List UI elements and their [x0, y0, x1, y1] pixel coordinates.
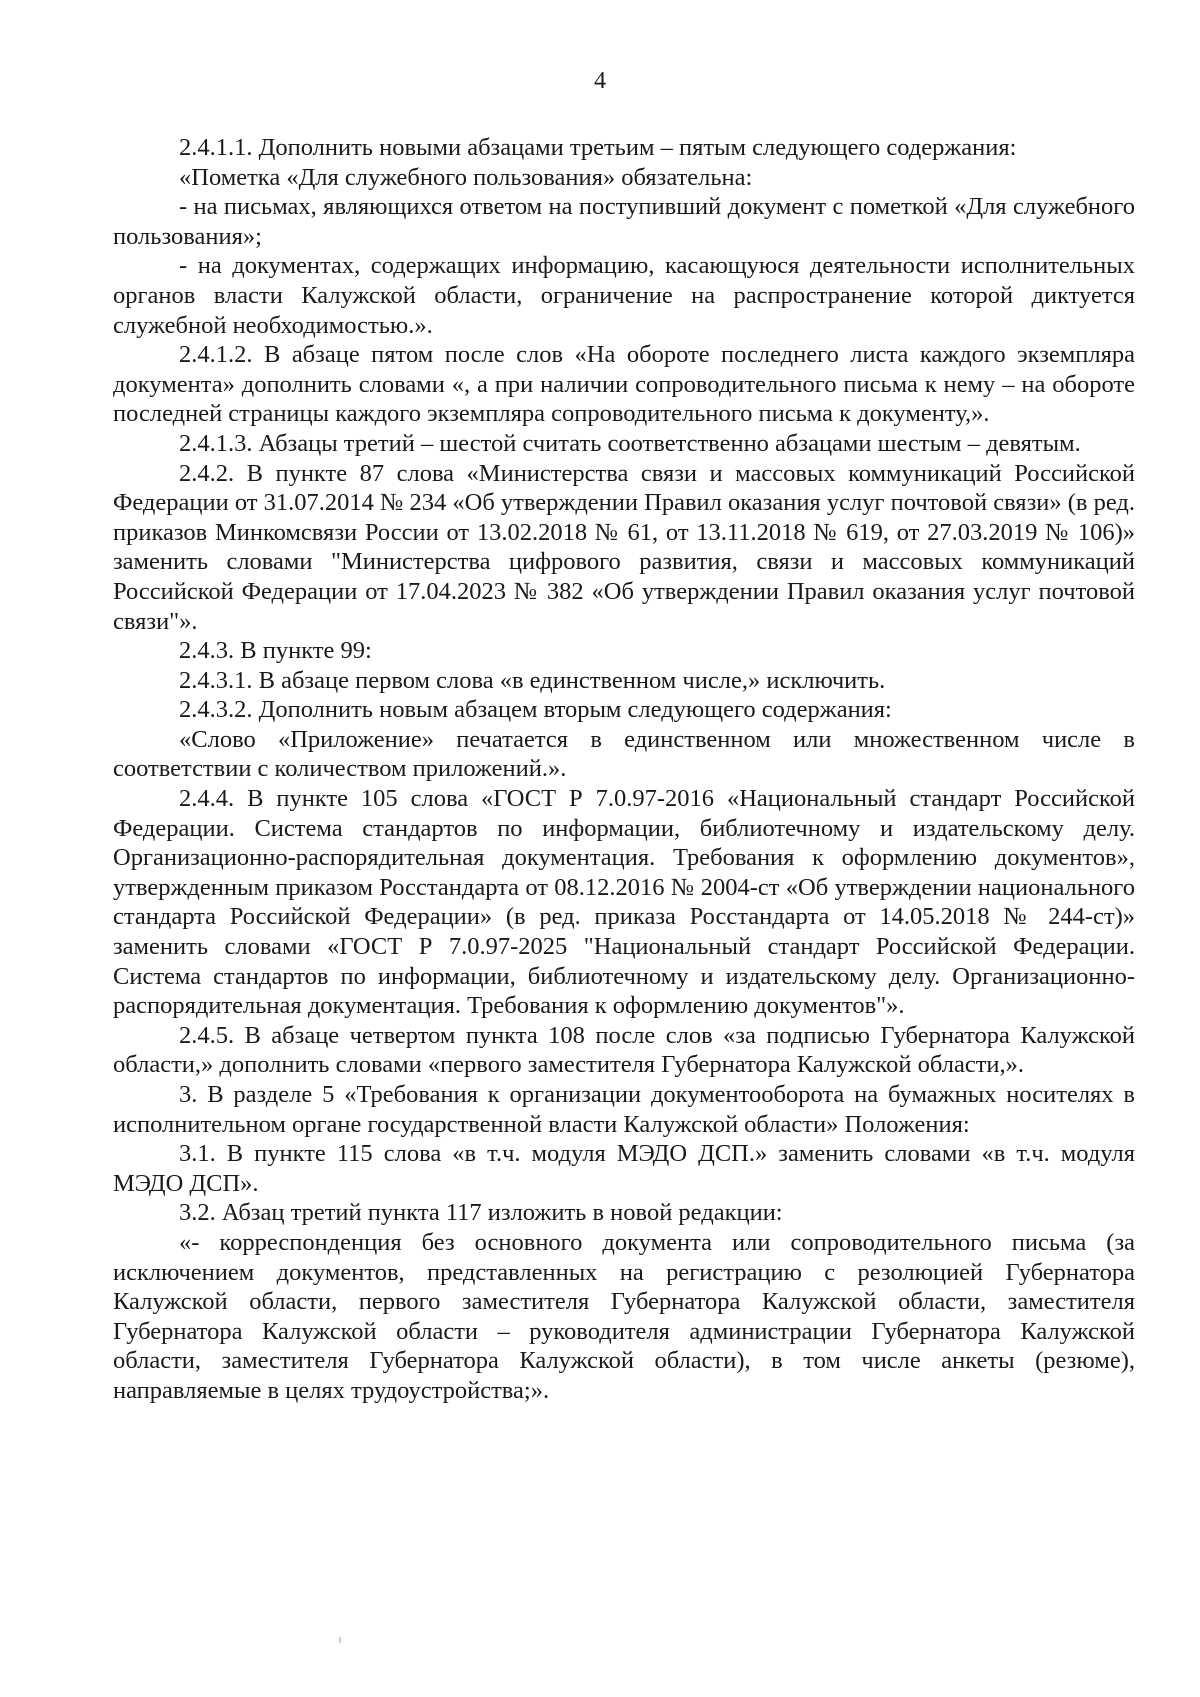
paragraph-correspondence: «- корреспонденция без основного документа или сопроводительного письма (за исключением документов, представленных на регистрацию с резолюцией Губернатора Калужской области, первого заместителя Губернатора Калужской области, заместителя Губернатора Калужской области – руководителя администрации Губернатора Калужской области, заместителя Губернатора Калужской области), в том числе анкеты (резюме), направляемые в целях трудоустройства;». [113, 1228, 1135, 1404]
paragraph-2-4-2: 2.4.2. В пункте 87 слова «Министерства связи и массовых коммуникаций Российской Федерации от 31.07.2014 № 234 «Об утверждении Правил оказания услуг почтовой связи» (в ред. приказов Минкомсвязи России от 13.02.2018 № 61, от 13.11.2018 № 619, от 27.03.2019 № 106)» заменить словами "Министерства цифрового развития, связи и массовых коммуникаций Российской Федерации от 17.04.2023 № 382 «Об утверждении Правил оказания услуг почтовой связи"». [113, 459, 1135, 635]
document-body [113, 133, 1135, 1406]
paragraph-attachment-word: «Слово «Приложение» печатается в единственном или множественном числе в соответствии с количеством приложений.». [113, 725, 1135, 783]
paragraph-3-2: 3.2. Абзац третий пункта 117 изложить в новой редакции: [179, 1199, 783, 1227]
paragraph-2-4-3-2: 2.4.3.2. Дополнить новым абзацем вторым следующего содержания: [179, 696, 892, 724]
paragraph-2-4-4: 2.4.4. В пункте 105 слова «ГОСТ Р 7.0.97-2016 «Национальный стандарт Российской Федерации. Система стандартов по информации, библиотечному и издательскому делу. Организационно-распорядительная документация. Требования к оформлению документов», утвержденным приказом Росстандарта от 08.12.2016 № 2004-ст «Об утверждении национального стандарта Российской Федерации» (в ред. приказа Росстандарта от 14.05.2018 № 244-ст)» заменить словами «ГОСТ Р 7.0.97-2025 "Национальный стандарт Российской Федерации. Система стандартов по информации, библиотечному и издательскому делу. Организационно-распорядительная документация. Требования к оформлению документов"». [113, 785, 1135, 1020]
scan-artifact [339, 1637, 341, 1643]
paragraph-2-4-1-2: 2.4.1.2. В абзаце пятом после слов «На обороте последнего листа каждого экземпляра документа» дополнить словами «, а при наличии сопроводительного письма к нему – на обороте последней страницы каждого экземпляра сопроводительного письма к документу,». [113, 341, 1135, 428]
paragraph-2-4-5: 2.4.5. В абзаце четвертом пункта 108 после слов «за подписью Губернатора Калужской области,» дополнить словами «первого заместителя Губернатора Калужской области,». [113, 1021, 1135, 1079]
paragraph-2-4-3: 2.4.3. В пункте 99: [179, 637, 372, 665]
paragraph-3: 3. В разделе 5 «Требования к организации документооборота на бумажных носителях в исполнительном органе государственной власти Калужской области» Положения: [113, 1081, 1135, 1138]
paragraph-3-1: 3.1. В пункте 115 слова «в т.ч. модуля МЭДО ДСП.» заменить словами «в т.ч. модуля МЭДО ДСП». [113, 1140, 1135, 1197]
paragraph-marking-documents: - на документах, содержащих информацию, касающуюся деятельности исполнительных органов власти Калужской области, ограничение на распространение которой диктуется служебной необходимостью.». [113, 252, 1135, 339]
paragraph-2-4-1-1: 2.4.1.1. Дополнить новыми абзацами третьим – пятым следующего содержания: [179, 134, 1017, 161]
paragraph-2-4-1-3: 2.4.1.3. Абзацы третий – шестой считать соответственно абзацами шестым – девятым. [179, 429, 1081, 457]
paragraph-marking-letters: - на письмах, являющихся ответом на поступивший документ с пометкой «Для служебного пользования»; [113, 193, 1135, 250]
page-number: 4 [594, 68, 606, 94]
paragraph-marking-intro: «Пометка «Для служебного пользования» обязательна: [179, 163, 753, 191]
paragraph-2-4-3-1: 2.4.3.1. В абзаце первом слова «в единственном числе,» исключить. [179, 666, 886, 694]
